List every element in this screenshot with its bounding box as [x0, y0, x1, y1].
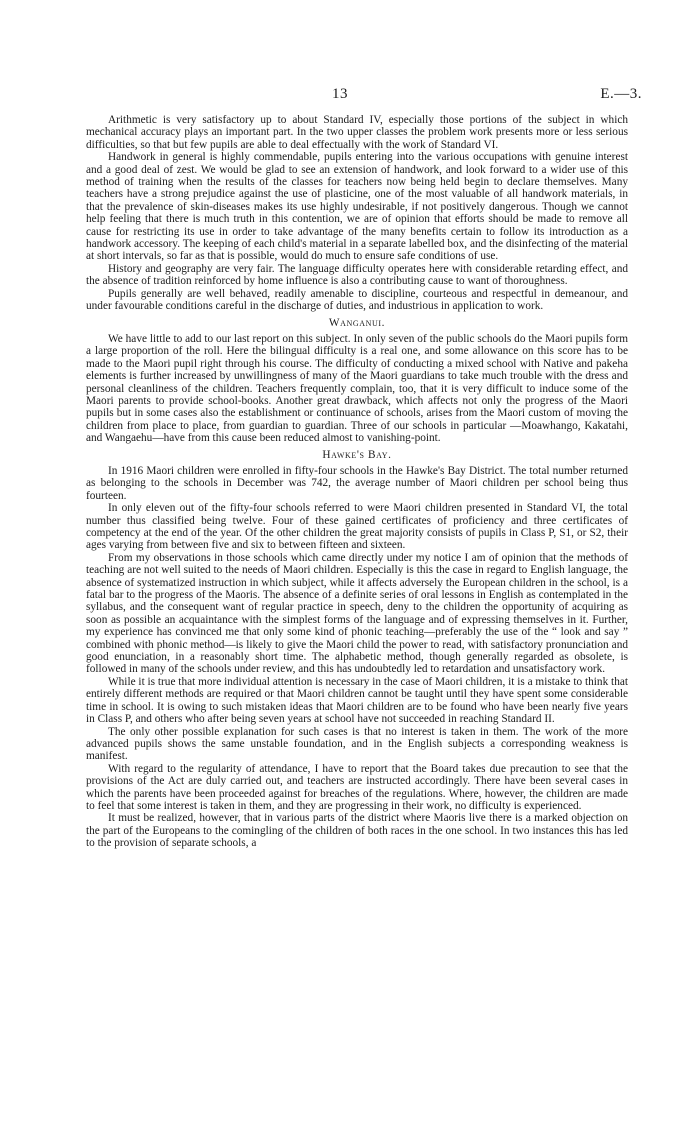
section-heading-wanganui: Wanganui.	[328, 316, 386, 329]
paragraph: While it is true that more individual attention is necessary in the case of Maori children, it is a mistake to think that entirely different methods are required or that Maori children cannot be taught until they have spent some considerable time in school. It is owing to such mistaken ideas that Maori children are to be found who have been nearly five years in Class P, and others who after being seven years at school have not succeeded in reaching Standard II.	[86, 675, 628, 726]
page-number: 13	[332, 86, 348, 102]
paragraph: We have little to add to our last report on this subject. In only seven of the public schools do the Maori pupils form a large proportion of the roll. Here the bilingual difficulty is a real one, and some allowance on this score has to be made to the Maori pupil right through his course. The difficulty of conducting a mixed school with Native and pakeha elements is further increased by unwillingness of many of the Maori guardians to take much trouble with the dress and personal cleanliness of the children. Teachers frequently complain, too, that it is very difficult to induce some of the Maori parents to provide school-books. Another great drawback, which affects not only the progress of the Maori pupils but in some cases also the establishment or continuance of schools, arises from the Maori custom of moving the children from place to place, from guardian to guardian. Three of our schools in particular —Moawhango, Kakatahi, and Wangaehu—have from this cause been reduced almost to vanishing-point.	[86, 332, 628, 445]
paragraph: It must be realized, however, that in various parts of the district where Maoris live there is a marked objection on the part of the Europeans to the comingling of the children of both races in the one school. In two instances this has led to the provision of separate schools, a	[86, 812, 628, 850]
paragraph: Handwork in general is highly commendable, pupils entering into the various occupations with genuine interest and a good deal of zest. We would be glad to see an extension of handwork, and look forward to a wider use of this method of training when the results of the classes for teachers now being held begin to declare themselves. Many teachers have a strong prejudice against the use of plasticine, one of the most valuable of all handwork materials, in that the prevalence of skin-diseases makes its use highly undesirable, if not positively dangerous. Though we cannot help feeling that there is much truth in this contention, we are of opinion that efforts should be made to remove all cause for restricting its use in order to take advantage of the many benefits certain to follow its introduction as a handwork accessory. The keeping of each child's material in a separate labelled box, and the disinfecting of the material at short intervals, so far as that is possible, would do much to ensure safe conditions of use.	[86, 151, 628, 263]
section-heading-hawkes-bay: Hawke's Bay.	[322, 448, 392, 461]
paragraph: In 1916 Maori children were enrolled in fifty-four schools in the Hawke's Bay District. The total number returned as belonging to the schools in December was 742, the average number of Maori children per school being thus fourteen.	[86, 464, 628, 502]
paragraph: From my observations in those schools which came directly under my notice I am of opinion that the methods of teaching are not well suited to the needs of Maori children. Especially is this the case in regard to English language, the absence of systematized instruction in which subject, while it affects adversely the European children in the school, is a fatal bar to the progress of the Maoris. The absence of a definite series of oral lessons in English as contemplated in the syllabus, and the consequent want of regular practice in speech, deny to the children the opportunity of acquiring as soon as possible an acquaintance with the simplest forms of the language and of expressing themselves in it. Further, my experience has convinced me that only some kind of phonic teaching—preferably the use of the “ look and say ” combined with phonic method—is likely to give the Maori child the power to read, with satisfactory pronunciation and good enunciation, in a reasonably short time. The alphabetic method, though generally regarded as obsolete, is followed in many of the schools under review, and this has undoubtedly led to retardation and unsatisfactory work.	[86, 551, 628, 676]
paragraph: In only eleven out of the fifty-four schools referred to were Maori children presented in Standard VI, the total number thus classified being twelve. Four of these gained certificates of proficiency and three certificates of competency at the end of the year. Of the other children the great majority consists of pupils in Class P, S1, or S2, their ages varying from between five and six to between fifteen and sixteen.	[86, 502, 628, 552]
body-text	[86, 114, 628, 850]
paragraph: The only other possible explanation for such cases is that no interest is taken in them. The work of the more advanced pupils shows the same unstable foundation, and in the English subjects a corresponding weakness is manifest.	[86, 725, 628, 763]
page-reference: E.—3.	[600, 86, 642, 102]
paragraph: With regard to the regularity of attendance, I have to report that the Board takes due precaution to see that the provisions of the Act are duly carried out, and teachers are instructed accordingly. There have been several cases in which the parents have been proceeded against for breaches of the regulations. Where, however, the children are made to feel that some interest is taken in them, and they are progressing in their work, no difficulty is experienced.	[86, 762, 628, 812]
paragraph: Arithmetic is very satisfactory up to about Standard IV, especially those portions of the subject in which mechanical accuracy plays an important part. In the two upper classes the problem work presents more or less serious difficulties, so that but few pupils are able to deal effectually with the work of Standard VI.	[86, 114, 628, 151]
paragraph: History and geography are very fair. The language difficulty operates here with considerable retarding effect, and the absence of tradition reinforced by home influence is also a contributing cause to want of thoroughness.	[86, 262, 628, 288]
paragraph: Pupils generally are well behaved, readily amenable to discipline, courteous and respectful in demeanour, and under favourable conditions careful in the discharge of duties, and industrious in application to work.	[86, 287, 628, 313]
